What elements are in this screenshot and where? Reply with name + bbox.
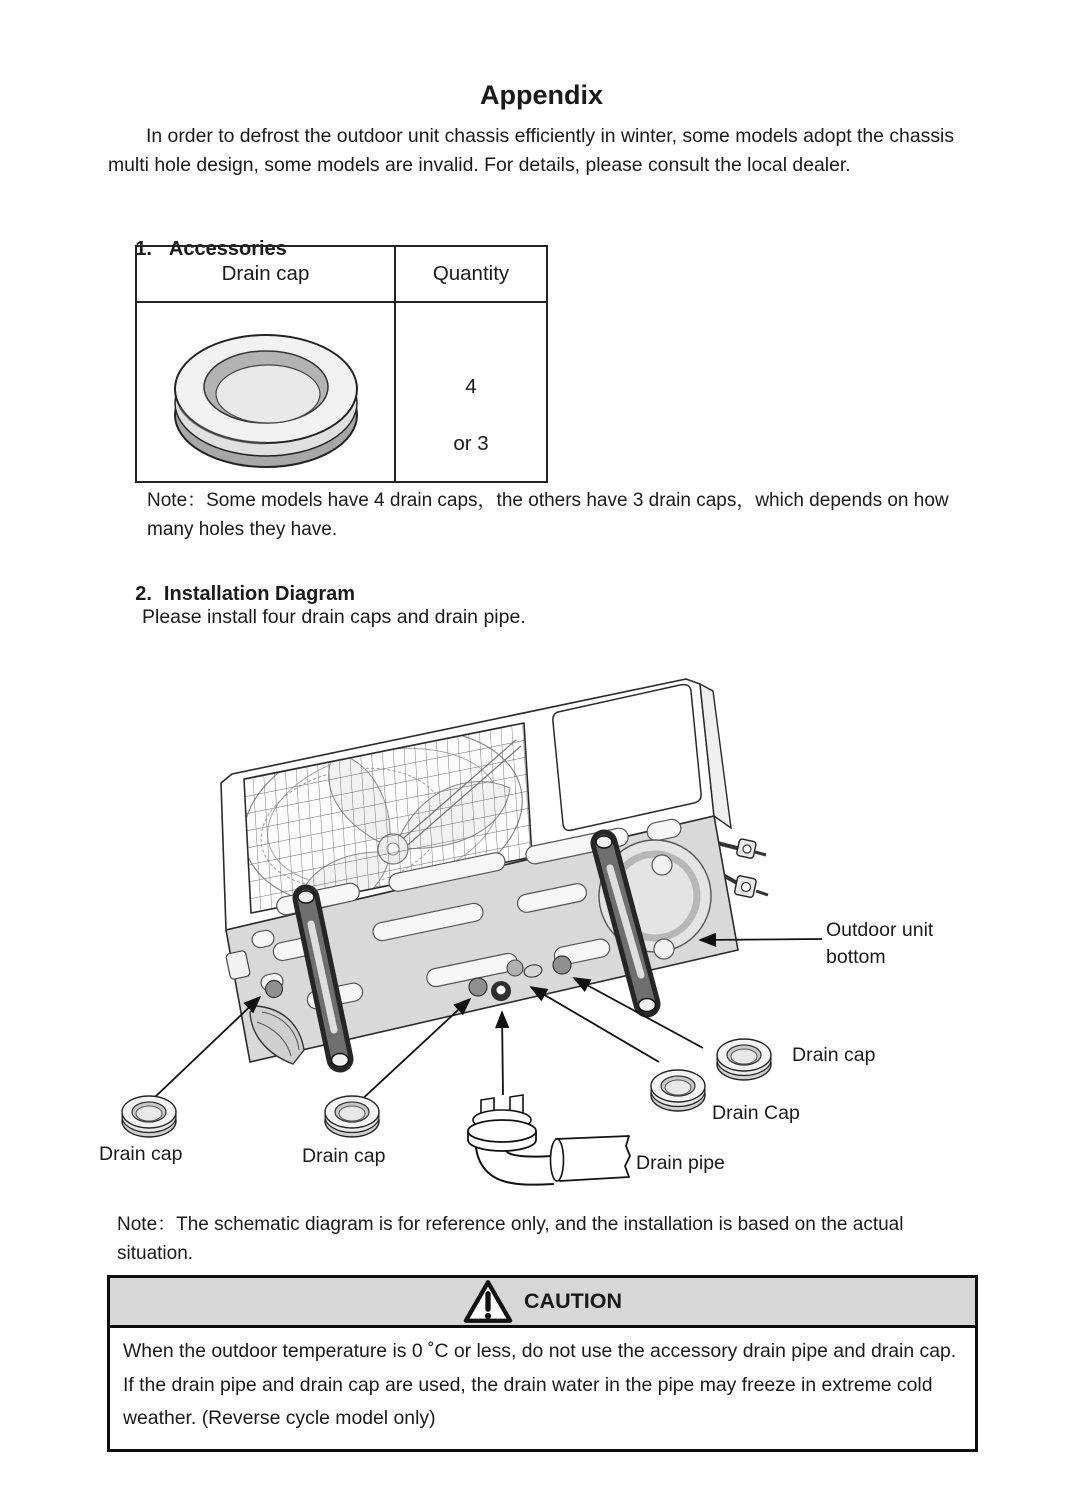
caution-header xyxy=(110,1278,975,1328)
drain-cap-image-cell xyxy=(137,303,396,481)
drain-cap-part xyxy=(717,1039,771,1080)
caution-title: CAUTION xyxy=(524,1289,622,1313)
label-drain-pipe: Drain pipe xyxy=(636,1152,725,1174)
caution-body-text: When the outdoor temperature is 0 ˚C or less, do not use the accessory drain pipe and drain cap. If the drain pipe and drain cap are used, the drain water in the pipe may freeze in extreme cold weather. (Reverse cycle model only) xyxy=(110,1328,975,1449)
accessories-table xyxy=(135,245,548,483)
label-drain-cap: Drain cap xyxy=(302,1145,386,1167)
drain-pipe-part xyxy=(468,1095,630,1181)
drain-hole xyxy=(507,960,523,976)
table-header-row xyxy=(137,247,546,303)
warning-triangle-icon xyxy=(463,1279,513,1324)
drain-cap-part xyxy=(651,1070,705,1111)
table-header-quantity: Quantity xyxy=(432,262,510,285)
label-drain-cap: Drain cap xyxy=(99,1143,183,1165)
table-body-row xyxy=(137,303,546,481)
caution-box xyxy=(107,1275,978,1452)
drain-cap-part xyxy=(122,1096,176,1137)
diagram-note: Note：The schematic diagram is for reference only, and the installation is based on the actual situation. xyxy=(117,1214,904,1264)
section-number: 1. xyxy=(135,238,152,260)
intro-paragraph: In order to defrost the outdoor unit chassis efficiently in winter, some models adopt the chassis multi hole design, some models are invalid. For details, please consult the local dealer. xyxy=(108,125,955,177)
section-title: Installation Diagram xyxy=(163,583,356,605)
quantity-cell xyxy=(396,303,546,481)
section-title: Accessories xyxy=(168,238,287,260)
installation-lead-text: Please install four drain caps and drain pipe. xyxy=(142,606,526,628)
label-outdoor-unit-bottom: Outdoor unit bottom xyxy=(826,919,934,968)
page-title: Appendix xyxy=(479,80,603,110)
accessories-note: Note：Some models have 4 drain caps，the others have 3 drain caps，which depends on how many holes they have. xyxy=(147,490,949,540)
label-drain-cap: Drain Cap xyxy=(712,1102,800,1124)
drain-hole xyxy=(266,981,283,998)
drain-cap-ring-image xyxy=(142,307,390,477)
drain-hole xyxy=(469,978,487,996)
drain-hole xyxy=(553,956,571,974)
table-header-drain-cap: Drain cap xyxy=(137,247,396,301)
quantity-alternative: or 3 xyxy=(453,432,489,455)
section-number: 2. xyxy=(135,583,152,605)
drain-cap-part xyxy=(325,1096,379,1137)
quantity-value: 4 xyxy=(465,375,477,398)
label-drain-cap: Drain cap xyxy=(792,1044,876,1066)
